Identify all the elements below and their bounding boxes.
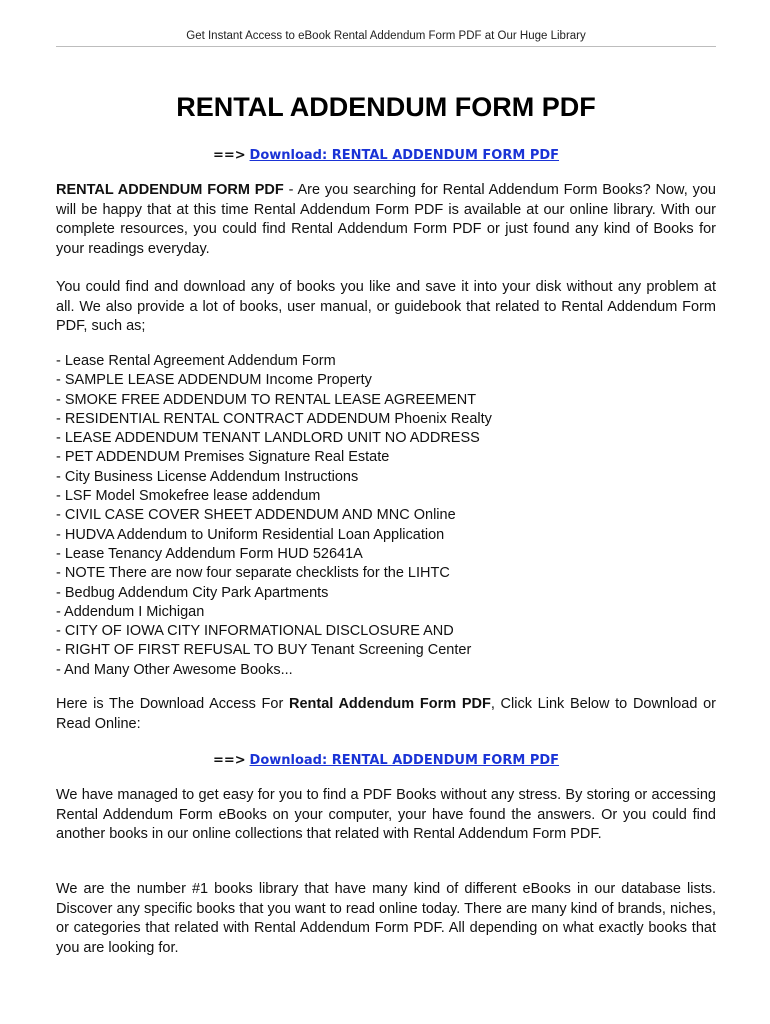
list-item: - CIVIL CASE COVER SHEET ADDENDUM AND MNC Online [56, 507, 456, 524]
related-books-list [56, 352, 716, 680]
access-before: Here is The Download Access For [56, 696, 289, 712]
document-title: RENTAL ADDENDUM FORM PDF [176, 92, 596, 122]
list-item: - And Many Other Awesome Books... [56, 661, 293, 678]
download-link-top[interactable]: Download: RENTAL ADDENDUM FORM PDF [249, 148, 560, 163]
download-arrow: ==> [212, 148, 246, 163]
intro-lead: RENTAL ADDENDUM FORM PDF [56, 182, 284, 198]
download-line-bottom [56, 751, 716, 768]
list-item: - Addendum I Michigan [56, 603, 205, 620]
list-item: - LEASE ADDENDUM TENANT LANDLORD UNIT NO ADDRESS [56, 430, 480, 447]
page-header: Get Instant Access to eBook Rental Addendum Form PDF at Our Huge Library [186, 30, 586, 42]
list-item: - City Business License Addendum Instructions [56, 468, 359, 485]
download-link-bottom[interactable]: Download: RENTAL ADDENDUM FORM PDF [249, 753, 560, 768]
list-item: - RESIDENTIAL RENTAL CONTRACT ADDENDUM Phoenix Realty [56, 410, 492, 427]
list-item: - LSF Model Smokefree lease addendum [56, 488, 321, 505]
list-item: - NOTE There are now four separate checklists for the LIHTC [56, 565, 450, 582]
header-divider [56, 46, 716, 47]
list-item: - SAMPLE LEASE ADDENDUM Income Property [56, 372, 372, 389]
list-item: - Lease Tenancy Addendum Form HUD 52641A [56, 545, 363, 562]
managed-paragraph: We have managed to get easy for you to find a PDF Books without any stress. By storing or accessing Rental Addendum Form eBooks on your computer, your have found the answers. Or you could find another books in our online collections that related with Rental Addendum Form PDF. [56, 787, 716, 842]
intro-text: - Are you searching for Rental Addendum Form Books? Now, you will be happy that at this time Rental Addendum Form PDF is available at our online library. With our complete resources, you could find Rental Addendum Form PDF or just found any kind of Books for your readings everyday. [56, 182, 716, 257]
resources-paragraph: You could find and download any of books you like and save it into your disk without any problem at all. We also provide a lot of books, user manual, or guidebook that related to Rental Addendum Form PDF, such as; [56, 279, 716, 334]
access-paragraph [56, 695, 716, 734]
list-item: - RIGHT OF FIRST REFUSAL TO BUY Tenant Screening Center [56, 642, 472, 659]
list-item: - CITY OF IOWA CITY INFORMATIONAL DISCLOSURE AND [56, 623, 454, 640]
access-bold: Rental Addendum Form PDF [288, 696, 491, 712]
list-item: - SMOKE FREE ADDENDUM TO RENTAL LEASE AGREEMENT [56, 391, 477, 408]
access-after: , Click Link Below to Download or Read Online: [56, 696, 717, 732]
list-item: - HUDVA Addendum to Uniform Residential Loan Application [56, 526, 445, 543]
list-item: - Lease Rental Agreement Addendum Form [56, 353, 336, 369]
list-item: - PET ADDENDUM Premises Signature Real Estate [56, 449, 390, 466]
download-line-top [56, 146, 716, 163]
list-item: - Bedbug Addendum City Park Apartments [56, 584, 329, 601]
intro-paragraph [56, 181, 716, 259]
download-arrow: ==> [212, 753, 246, 768]
library-paragraph: We are the number #1 books library that have many kind of different eBooks in our database lists. Discover any specific books that you want to read online today. There are many kind of brands, niches, or categories that related with Rental Addendum Form PDF. All depending on what exactly books that you are looking for. [56, 881, 716, 956]
